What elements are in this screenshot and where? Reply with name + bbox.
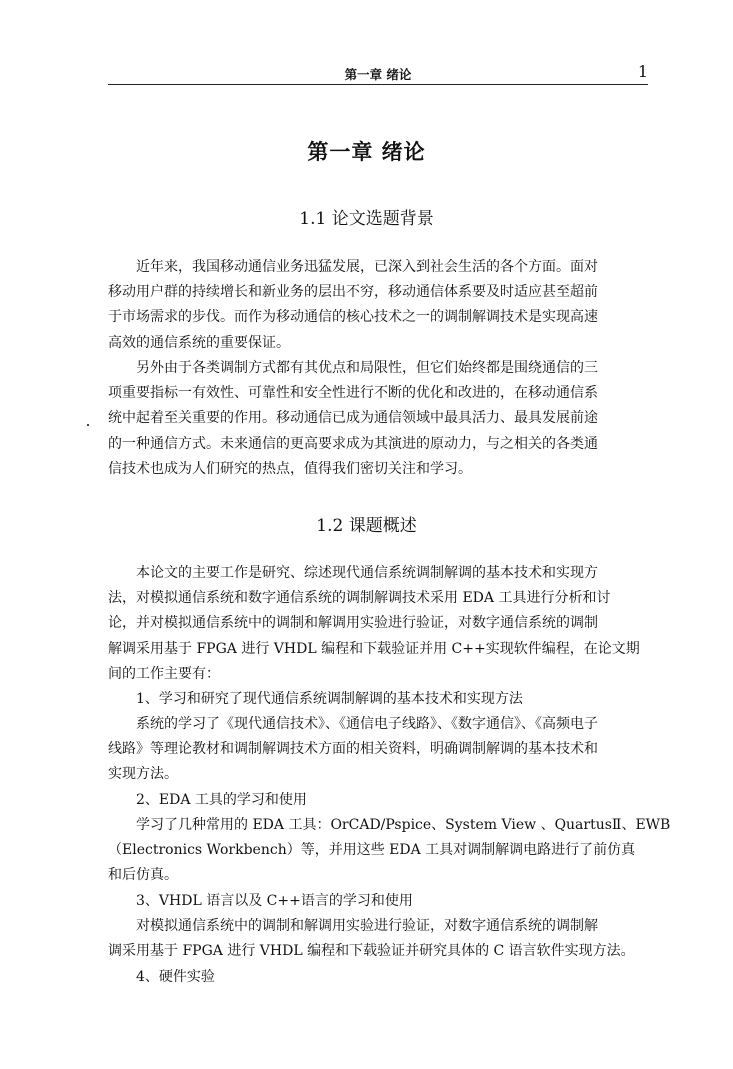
section-heading-1-2: 1.2 课题概述 bbox=[316, 516, 417, 536]
text-line: 另外由于各类调制方式都有其优点和局限性，但它们始终都是围绕通信的三 bbox=[136, 360, 598, 376]
text-line: 本论文的主要工作是研究、综述现代通信系统调制解调的基本技术和实现方 bbox=[136, 565, 598, 581]
text-line: 线路》等理论教材和调制解调技术方面的相关资料，明确调制解调的基本技术和 bbox=[108, 741, 598, 758]
running-header bbox=[108, 62, 648, 86]
running-title: 第一章 绪论 bbox=[344, 67, 412, 82]
text-line: 信技术也成为人们研究的热点，值得我们密切关注和学习。 bbox=[108, 460, 472, 477]
list-item-title-1: 1、学习和研究了现代通信系统调制解调的基本技术和实现方法 bbox=[136, 691, 523, 707]
text-line: 论，并对模拟通信系统中的调制和解调用实验进行验证，对数字通信系统的调制 bbox=[108, 615, 598, 632]
list-item-body-3 bbox=[108, 914, 638, 964]
section-heading-1-1: 1.1 论文选题背景 bbox=[299, 209, 434, 229]
text-line: 移动用户群的持续增长和新业务的层出不穷，移动通信体系要及时适应甚至超前 bbox=[108, 284, 598, 301]
list-item-title-2: 2、EDA 工具的学习和使用 bbox=[136, 792, 307, 808]
text-line: （Electronics Workbench）等，并用这些 EDA 工具对调制解调电路进行了前仿真 bbox=[108, 842, 636, 859]
paragraph-background-2 bbox=[108, 356, 638, 482]
text-line: 法，对模拟通信系统和数字通信系统的调制解调技术采用 EDA 工具进行分析和讨 bbox=[108, 590, 611, 607]
text-line: 的一种通信方式。未来通信的更高要求成为其演进的原动力，与之相关的各类通 bbox=[108, 435, 598, 452]
text-line: 高效的通信系统的重要保证。 bbox=[108, 334, 290, 351]
text-line: 对模拟通信系统中的调制和解调用实验进行验证，对数字通信系统的调制解 bbox=[136, 918, 598, 934]
text-line: 调采用基于 FPGA 进行 VHDL 编程和下载验证并研究具体的 C 语言软件实现方法。 bbox=[108, 943, 635, 960]
text-line: 和后仿真。 bbox=[108, 867, 178, 884]
list-item-title-3: 3、VHDL 语言以及 C++语言的学习和使用 bbox=[136, 893, 413, 909]
text-line: 统中起着至关重要的作用。移动通信已成为通信领域中最具活力、最具发展前途 bbox=[108, 410, 598, 427]
text-line: 于市场需求的步伐。而作为移动通信的核心技术之一的调制解调技术是实现高速 bbox=[108, 309, 598, 326]
text-line: 实现方法。 bbox=[108, 766, 178, 783]
text-line: 项重要指标一有效性、可靠性和安全性进行不断的优化和改进的，在移动通信系 bbox=[108, 385, 598, 402]
text-line: 系统的学习了《现代通信技术》、《通信电子线路》、《数字通信》、《高频电子 bbox=[136, 716, 598, 732]
text-line: 学习了几种常用的 EDA 工具：OrCAD/Pspice、System View 、QuartusⅡ、EWB bbox=[136, 817, 671, 833]
margin-mark bbox=[87, 424, 89, 426]
header-rule bbox=[108, 84, 648, 85]
paragraph-overview bbox=[108, 561, 638, 687]
paragraph-background-1 bbox=[108, 255, 638, 356]
text-line: 解调采用基于 FPGA 进行 VHDL 编程和下载验证并用 C++实现软件编程，在论文期 bbox=[108, 640, 640, 657]
list-item-body-2 bbox=[108, 813, 671, 889]
text-line: 近年来，我国移动通信业务迅猛发展，已深入到社会生活的各个方面。面对 bbox=[136, 259, 598, 275]
page-number: 1 bbox=[637, 62, 648, 81]
list-item-body-1 bbox=[108, 712, 638, 788]
chapter-title: 第一章 绪论 bbox=[307, 139, 426, 164]
text-line: 间的工作主要有： bbox=[108, 665, 220, 682]
list-item-title-4: 4、硬件实验 bbox=[136, 969, 215, 985]
